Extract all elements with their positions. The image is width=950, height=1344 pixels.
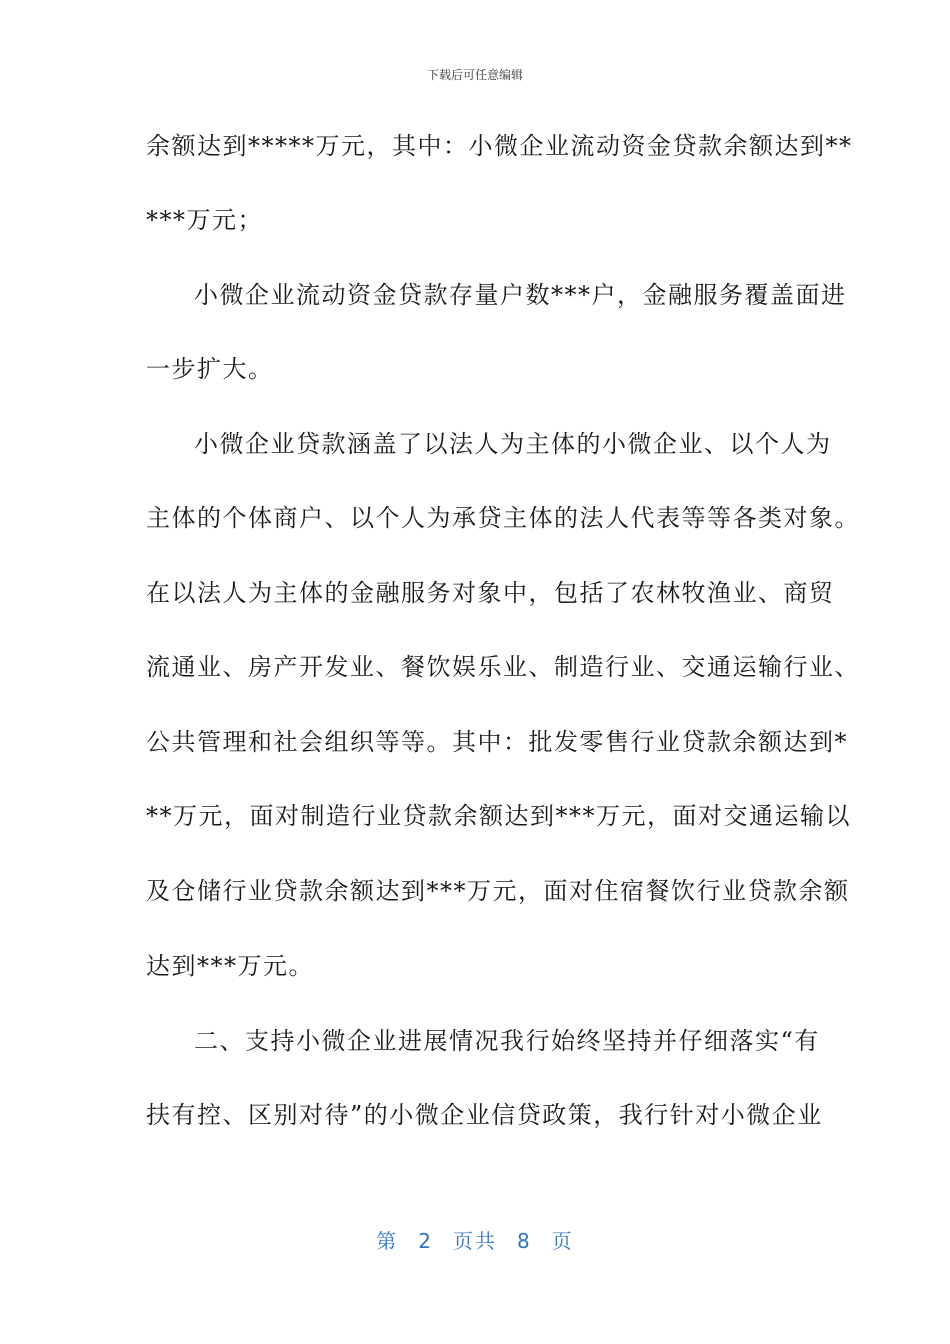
- text-line: ***万元；: [146, 206, 263, 234]
- paragraph-start-line: 小微企业流动资金贷款存量户数***户，金融服务覆盖面进: [194, 281, 847, 309]
- footer-suffix: 页: [551, 1229, 574, 1253]
- text-line: 扶有控、区别对待”的小微企业信贷政策，我行针对小微企业: [146, 1101, 823, 1129]
- header-note: 下载后可任意编辑: [426, 68, 523, 82]
- paragraph-start-line: 小微企业贷款涵盖了以法人为主体的小微企业、以个人为: [194, 430, 832, 458]
- text-line: 流通业、房产开发业、餐饮娱乐业、制造行业、交通运输行业、: [146, 653, 860, 681]
- text-line: **万元，面对制造行业贷款余额达到***万元，面对交通运输以: [146, 802, 851, 830]
- text-line: 公共管理和社会组织等等。其中：批发零售行业贷款余额达到*: [146, 728, 848, 756]
- text-line: 在以法人为主体的金融服务对象中，包括了农林牧渔业、商贸: [146, 579, 835, 607]
- text-line: 及仓储行业贷款余额达到***万元，面对住宿餐饮行业贷款余额: [146, 877, 850, 905]
- page-footer: [0, 1225, 950, 1254]
- total-pages-number: 8: [517, 1229, 532, 1253]
- footer-middle: 页共: [453, 1229, 497, 1253]
- current-page-number: 2: [418, 1229, 433, 1253]
- text-line: 一步扩大。: [146, 355, 274, 383]
- text-line: 达到***万元。: [146, 952, 314, 980]
- text-line: 主体的个体商户、以个人为承贷主体的法人代表等等各类对象。: [146, 504, 860, 532]
- paragraph-start-line: 二、支持小微企业进展情况我行始终坚持并仔细落实“有: [194, 1027, 820, 1055]
- footer-prefix: 第: [376, 1229, 399, 1253]
- text-line: 余额达到*****万元，其中：小微企业流动资金贷款余额达到**: [146, 132, 853, 160]
